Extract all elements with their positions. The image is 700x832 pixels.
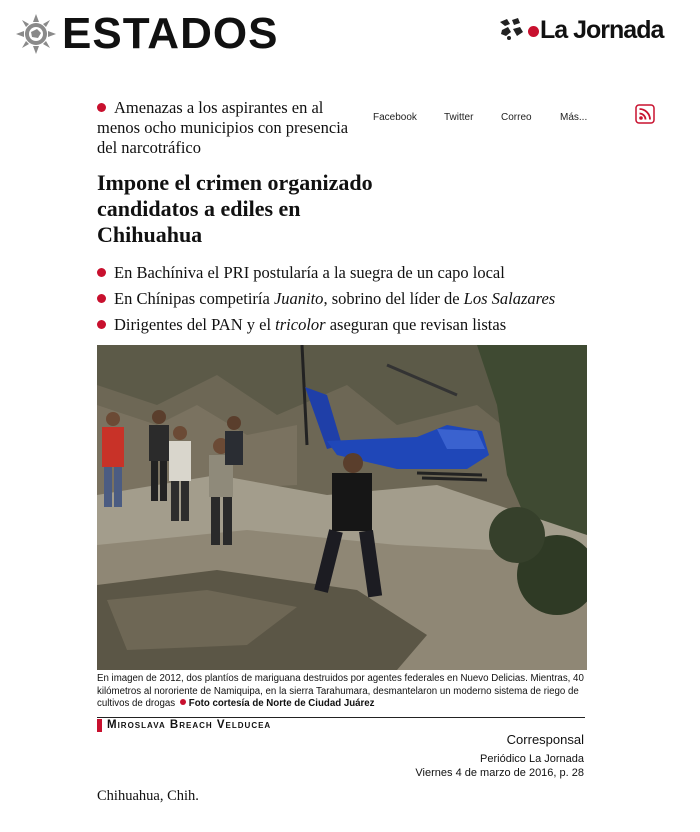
rss-icon[interactable]	[635, 104, 655, 124]
sun-logo-icon	[16, 14, 56, 54]
bullet-icon	[97, 320, 106, 329]
share-twitter-link[interactable]: Twitter	[444, 112, 474, 123]
article-photo	[97, 345, 587, 670]
photo-helicopter-scene-icon	[97, 345, 587, 670]
author-name: Miroslava Breach Velducea	[107, 719, 272, 731]
caption-text: En imagen de 2012, dos plantíos de mariguana destruidos por agentes federales en Nuevo Delicias. Mientras, 40 kilómetros al nororiente de Namiquipa, en la sierra Tarahumara, desmantelaron un moderno sistema de riego de cultivos de drogas	[97, 673, 584, 709]
bullet-icon	[97, 268, 106, 277]
kicker	[97, 98, 367, 158]
bullet-icon	[97, 103, 106, 112]
bullet-icon	[97, 294, 106, 303]
subhead-2: En Chínipas competiría Juanito, sobrino del líder de Los Salazares	[97, 286, 597, 312]
headline: Impone el crimen organizado candidatos a ediles en Chihuahua	[97, 170, 373, 247]
brand-logo[interactable]: La Jornada	[540, 16, 664, 44]
eagle-emblem-icon	[498, 16, 526, 42]
kicker-text: Amenazas a los aspirantes en al menos ocho municipios con presencia del narcotráfico	[97, 98, 349, 157]
author-role: Corresponsal	[506, 732, 584, 747]
share-facebook-link[interactable]: Facebook	[373, 112, 417, 123]
publication-date: Viernes 4 de marzo de 2016, p. 28	[415, 767, 584, 779]
subheads	[97, 260, 597, 338]
publication-name: Periódico La Jornada	[480, 753, 584, 765]
subhead-3: Dirigentes del PAN y el tricolor aseguran que revisan listas	[97, 312, 597, 338]
dateline: Chihuahua, Chih.	[97, 788, 199, 804]
photo-caption	[97, 673, 587, 711]
bullet-icon	[180, 699, 186, 705]
photo-credit: Foto cortesía de Norte de Ciudad Juárez	[188, 698, 375, 709]
brand-dot	[528, 26, 539, 37]
byline-bar	[97, 717, 585, 733]
section-title: ESTADOS	[62, 9, 279, 58]
subhead-1: En Bachíniva el PRI postularía a la suegra de un capo local	[97, 260, 597, 286]
share-more-link[interactable]: Más...	[560, 112, 588, 123]
share-email-link[interactable]: Correo	[501, 112, 532, 123]
byline-marker	[97, 719, 102, 732]
